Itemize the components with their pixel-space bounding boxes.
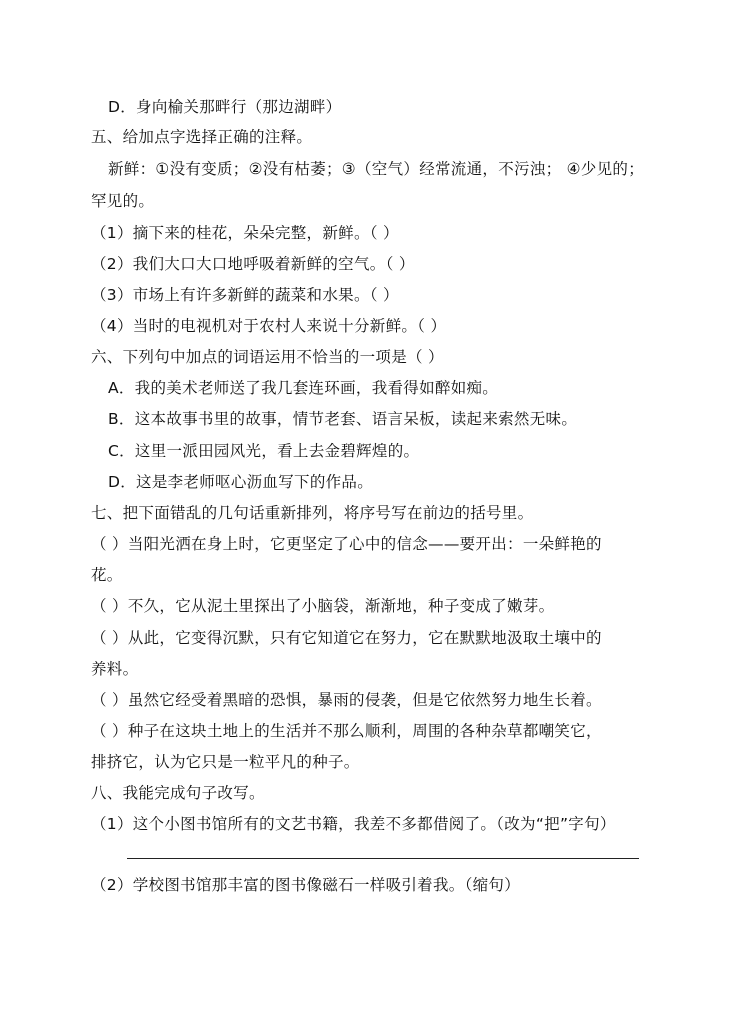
option-d-q4: D．身向榆关那畔行（那边湖畔） — [108, 98, 342, 116]
sentence-item-1: （ ）当阳光洒在身上时，它更坚定了心中的信念——要开出：一朵鲜艳的 — [91, 535, 602, 553]
question-5-4: （4）当时的电视机对于农村人来说十分新鲜。（ ） — [91, 317, 447, 335]
option-d-q6: D．这是李老师呕心沥血写下的作品。 — [108, 473, 374, 491]
rewrite-question-1: （1）这个小图书馆所有的文艺书籍，我差不多都借阅了。（改为“把”字句） — [91, 815, 616, 833]
option-c-q6: C．这里一派田园风光，看上去金碧辉煌的。 — [108, 442, 420, 460]
sentence-item-3-cont: 养料。 — [91, 660, 139, 678]
section-8-heading: 八、我能完成句子改写。 — [91, 784, 265, 802]
option-a-q6: A．我的美术老师送了我几套连环画，我看得如醉如痴。 — [108, 379, 499, 397]
sentence-item-5-cont: 排挤它，认为它只是一粒平凡的种子。 — [91, 753, 360, 771]
question-5-1: （1）摘下来的桂花，朵朵完整，新鲜。（ ） — [91, 224, 399, 242]
sentence-item-3: （ ）从此，它变得沉默，只有它知道它在努力，它在默默地汲取土壤中的 — [91, 629, 602, 647]
sentence-item-4: （ ）虽然它经受着黑暗的恐惧，暴雨的侵袭，但是它依然努力地生长着。 — [91, 691, 602, 709]
question-5-3: （3）市场上有许多新鲜的蔬菜和水果。（ ） — [91, 286, 399, 304]
definition-line-cont: 罕见的。 — [91, 192, 155, 210]
sentence-item-2: （ ）不久，它从泥土里探出了小脑袋，渐渐地，种子变成了嫩芽。 — [91, 597, 555, 615]
section-7-heading: 七、把下面错乱的几句话重新排列，将序号写在前边的括号里。 — [91, 504, 534, 522]
answer-line[interactable] — [127, 858, 639, 859]
section-5-heading: 五、给加点字选择正确的注释。 — [91, 128, 313, 146]
sentence-item-1-cont: 花。 — [91, 566, 123, 584]
question-5-2: （2）我们大口大口地呼吸着新鲜的空气。（ ） — [91, 255, 415, 273]
definition-line: 新鲜：①没有变质；②没有枯萎；③（空气）经常流通，不污浊； ④少见的； — [108, 160, 645, 178]
sentence-item-5: （ ）种子在这块土地上的生活并不那么顺利，周围的各种杂草都嘲笑它， — [91, 722, 602, 740]
rewrite-question-2: （2）学校图书馆那丰富的图书像磁石一样吸引着我。（缩句） — [91, 876, 521, 894]
section-6-heading: 六、下列句中加点的词语运用不恰当的一项是（ ） — [91, 348, 444, 366]
option-b-q6: B．这本故事书里的故事，情节老套、语言呆板，读起来索然无味。 — [108, 410, 578, 428]
